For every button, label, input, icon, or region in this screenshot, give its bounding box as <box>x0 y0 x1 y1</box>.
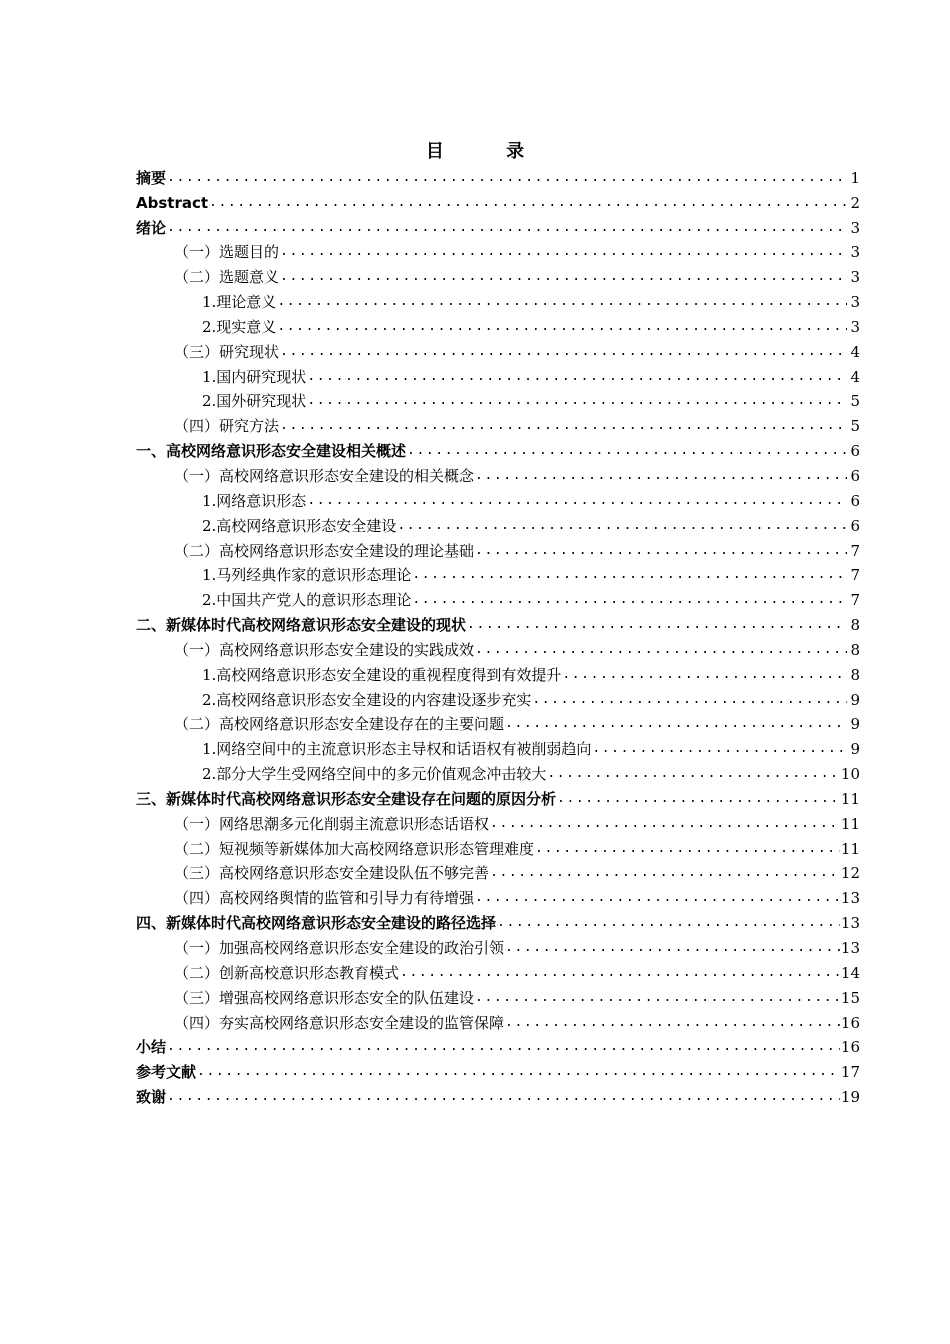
toc-entry-label: 1.高校网络意识形态安全建设的重视程度得到有效提升 <box>202 665 562 684</box>
toc-entry[interactable] <box>136 312 860 337</box>
toc-entry-page-number: 8 <box>850 640 860 659</box>
toc-entry-page-number: 16 <box>840 1038 860 1057</box>
toc-leader-dots <box>490 814 840 834</box>
toc-entry-page-number: 13 <box>840 914 860 933</box>
toc-entry-page-number: 1 <box>850 168 860 187</box>
toc-entry[interactable] <box>136 809 860 834</box>
toc-entry-label: Abstract <box>136 193 209 212</box>
toc-entry-label: （三）增强高校网络意识形态安全的队伍建设 <box>174 988 475 1007</box>
toc-entry-label: （一）高校网络意识形态安全建设的相关概念 <box>174 466 475 485</box>
toc-leader-dots <box>307 491 847 511</box>
toc-entry-label: 四、新媒体时代高校网络意识形态安全建设的路径选择 <box>136 914 497 933</box>
table-of-contents <box>136 163 860 1107</box>
toc-entry-page-number: 9 <box>850 740 860 759</box>
toc-entry-page-number: 14 <box>840 963 860 982</box>
toc-entry[interactable] <box>136 958 860 983</box>
toc-entry-label: 参考文献 <box>136 1063 197 1082</box>
toc-entry[interactable] <box>136 411 860 436</box>
toc-leader-dots <box>505 714 847 734</box>
toc-entry-page-number: 8 <box>850 616 860 635</box>
toc-leader-dots <box>397 516 847 536</box>
toc-entry[interactable] <box>136 908 860 933</box>
toc-entry[interactable] <box>136 387 860 412</box>
toc-entry-label: 2.现实意义 <box>202 317 277 336</box>
toc-leader-dots <box>535 839 840 859</box>
toc-leader-dots <box>475 466 847 486</box>
toc-entry-label: 小结 <box>136 1038 167 1057</box>
toc-leader-dots <box>475 988 840 1008</box>
toc-entry-label: 2.高校网络意识形态安全建设的内容建设逐步充实 <box>202 690 532 709</box>
toc-leader-dots <box>280 416 847 436</box>
toc-leader-dots <box>497 913 840 933</box>
toc-leader-dots <box>167 1087 840 1107</box>
toc-entry[interactable] <box>136 1082 860 1107</box>
toc-entry-page-number: 3 <box>850 293 860 312</box>
toc-entry[interactable] <box>136 561 860 586</box>
toc-leader-dots <box>412 590 847 610</box>
toc-entry-page-number: 5 <box>850 392 860 411</box>
toc-entry[interactable] <box>136 262 860 287</box>
toc-entry-label: （一）高校网络意识形态安全建设的实践成效 <box>174 640 475 659</box>
toc-entry-page-number: 19 <box>840 1088 860 1107</box>
toc-entry[interactable] <box>136 585 860 610</box>
toc-entry[interactable] <box>136 362 860 387</box>
toc-leader-dots <box>400 963 840 983</box>
toc-leader-dots <box>475 888 840 908</box>
toc-entry[interactable] <box>136 859 860 884</box>
toc-entry[interactable] <box>136 1057 860 1082</box>
toc-entry-page-number: 3 <box>850 268 860 287</box>
toc-entry[interactable] <box>136 933 860 958</box>
toc-entry-page-number: 9 <box>850 715 860 734</box>
toc-entry[interactable] <box>136 188 860 213</box>
toc-entry-page-number: 4 <box>850 342 860 361</box>
toc-entry-label: 绪论 <box>136 218 167 237</box>
toc-entry-label: 摘要 <box>136 168 167 187</box>
toc-entry-page-number: 11 <box>840 814 860 833</box>
toc-entry-page-number: 6 <box>850 516 860 535</box>
toc-leader-dots <box>490 863 840 883</box>
toc-entry-label: （三）高校网络意识形态安全建设队伍不够完善 <box>174 864 490 883</box>
toc-leader-dots <box>277 317 847 337</box>
toc-entry-page-number: 12 <box>840 864 860 883</box>
toc-entry[interactable] <box>136 436 860 461</box>
toc-entry[interactable] <box>136 1008 860 1033</box>
toc-entry-label: （二）选题意义 <box>174 268 280 287</box>
toc-entry-page-number: 6 <box>850 442 860 461</box>
toc-entry-page-number: 3 <box>850 317 860 336</box>
toc-entry-page-number: 11 <box>840 789 860 808</box>
toc-entry-label: （一）选题目的 <box>174 243 280 262</box>
toc-entry[interactable] <box>136 238 860 263</box>
toc-leader-dots <box>505 1013 840 1033</box>
toc-leader-dots <box>307 367 847 387</box>
toc-entry[interactable] <box>136 710 860 735</box>
toc-leader-dots <box>592 739 847 759</box>
toc-leader-dots <box>412 565 847 585</box>
toc-entry-page-number: 13 <box>840 939 860 957</box>
toc-leader-dots <box>280 242 847 262</box>
toc-entry[interactable] <box>136 834 860 859</box>
toc-entry-page-number: 3 <box>850 243 860 262</box>
toc-entry-label: 1.国内研究现状 <box>202 367 307 386</box>
toc-leader-dots <box>280 267 847 287</box>
toc-entry-page-number: 7 <box>850 591 860 610</box>
toc-entry-page-number: 2 <box>850 193 860 212</box>
toc-entry[interactable] <box>136 213 860 238</box>
toc-leader-dots <box>209 193 847 213</box>
toc-entry-label: 2.高校网络意识形态安全建设 <box>202 516 397 535</box>
toc-entry[interactable] <box>136 660 860 685</box>
toc-entry-label: 三、新媒体时代高校网络意识形态安全建设存在问题的原因分析 <box>136 789 557 808</box>
toc-entry[interactable] <box>136 486 860 511</box>
toc-entry-label: 1.网络空间中的主流意识形态主导权和话语权有被削弱趋向 <box>202 740 592 759</box>
toc-entry-page-number: 6 <box>850 466 860 485</box>
toc-entry[interactable] <box>136 536 860 561</box>
toc-leader-dots <box>167 218 847 238</box>
toc-leader-dots <box>167 168 847 188</box>
toc-entry-page-number: 5 <box>850 417 860 436</box>
toc-entry-page-number: 8 <box>850 665 860 684</box>
toc-leader-dots <box>562 665 847 685</box>
toc-entry-page-number: 13 <box>840 889 860 908</box>
toc-entry-page-number: 4 <box>850 367 860 386</box>
toc-entry-page-number: 17 <box>840 1063 860 1082</box>
toc-leader-dots <box>505 938 840 958</box>
toc-entry-page-number: 15 <box>840 988 860 1007</box>
toc-entry[interactable] <box>136 1033 860 1058</box>
toc-entry[interactable] <box>136 635 860 660</box>
toc-entry[interactable] <box>136 461 860 486</box>
toc-entry[interactable] <box>136 610 860 635</box>
toc-title: 目 录 <box>425 141 553 162</box>
toc-entry-label: （二）高校网络意识形态安全建设存在的主要问题 <box>174 715 505 734</box>
toc-entry-label: （四）夯实高校网络意识形态安全建设的监管保障 <box>174 1013 505 1032</box>
toc-entry[interactable] <box>136 163 860 188</box>
toc-entry-label: （四）研究方法 <box>174 417 280 436</box>
toc-leader-dots <box>475 640 847 660</box>
toc-entry-label: （四）高校网络舆情的监管和引导力有待增强 <box>174 889 475 908</box>
toc-leader-dots <box>307 391 847 411</box>
toc-leader-dots <box>280 342 847 362</box>
toc-entry[interactable] <box>136 734 860 759</box>
toc-entry-label: 一、高校网络意识形态安全建设相关概述 <box>136 442 407 461</box>
toc-entry-label: 致谢 <box>136 1088 167 1107</box>
toc-entry[interactable] <box>136 511 860 536</box>
toc-entry-label: （一）网络思潮多元化削弱主流意识形态话语权 <box>174 814 490 833</box>
toc-entry-page-number: 7 <box>850 541 860 560</box>
toc-entry[interactable] <box>136 983 860 1008</box>
toc-leader-dots <box>407 441 847 461</box>
toc-entry-label: 2.国外研究现状 <box>202 392 307 411</box>
toc-entry[interactable] <box>136 287 860 312</box>
toc-leader-dots <box>532 690 847 710</box>
toc-entry-label: （二）高校网络意识形态安全建设的理论基础 <box>174 541 475 560</box>
toc-entry-page-number: 10 <box>840 765 860 784</box>
toc-entry-page-number: 16 <box>840 1013 860 1032</box>
toc-entry[interactable] <box>136 883 860 908</box>
toc-entry-label: 2.中国共产党人的意识形态理论 <box>202 591 412 610</box>
toc-leader-dots <box>557 789 840 809</box>
toc-entry-label: 1.马列经典作家的意识形态理论 <box>202 566 412 585</box>
toc-entry[interactable] <box>136 759 860 784</box>
toc-entry-label: （二）短视频等新媒体加大高校网络意识形态管理难度 <box>174 839 535 858</box>
toc-entry-label: 1.网络意识形态 <box>202 491 307 510</box>
toc-leader-dots <box>547 764 840 784</box>
toc-entry-page-number: 6 <box>850 491 860 510</box>
toc-leader-dots <box>475 541 847 561</box>
toc-leader-dots <box>167 1037 840 1057</box>
toc-entry-label: 1.理论意义 <box>202 293 277 312</box>
toc-entry-page-number: 9 <box>850 690 860 709</box>
toc-leader-dots <box>467 615 847 635</box>
toc-leader-dots <box>197 1062 840 1082</box>
toc-leader-dots <box>277 292 847 312</box>
toc-entry-page-number: 7 <box>850 566 860 585</box>
toc-entry[interactable] <box>136 337 860 362</box>
toc-entry-label: 2.部分大学生受网络空间中的多元价值观念冲击较大 <box>202 765 547 784</box>
toc-entry-page-number: 3 <box>850 218 860 237</box>
toc-entry-label: （一）加强高校网络意识形态安全建设的政治引领 <box>174 939 505 957</box>
toc-entry-label: （二）创新高校意识形态教育模式 <box>174 963 400 982</box>
toc-entry-label: （三）研究现状 <box>174 342 280 361</box>
toc-entry[interactable] <box>136 685 860 710</box>
toc-entry-label: 二、新媒体时代高校网络意识形态安全建设的现状 <box>136 616 467 635</box>
toc-entry[interactable] <box>136 784 860 809</box>
toc-entry-page-number: 11 <box>840 839 860 858</box>
